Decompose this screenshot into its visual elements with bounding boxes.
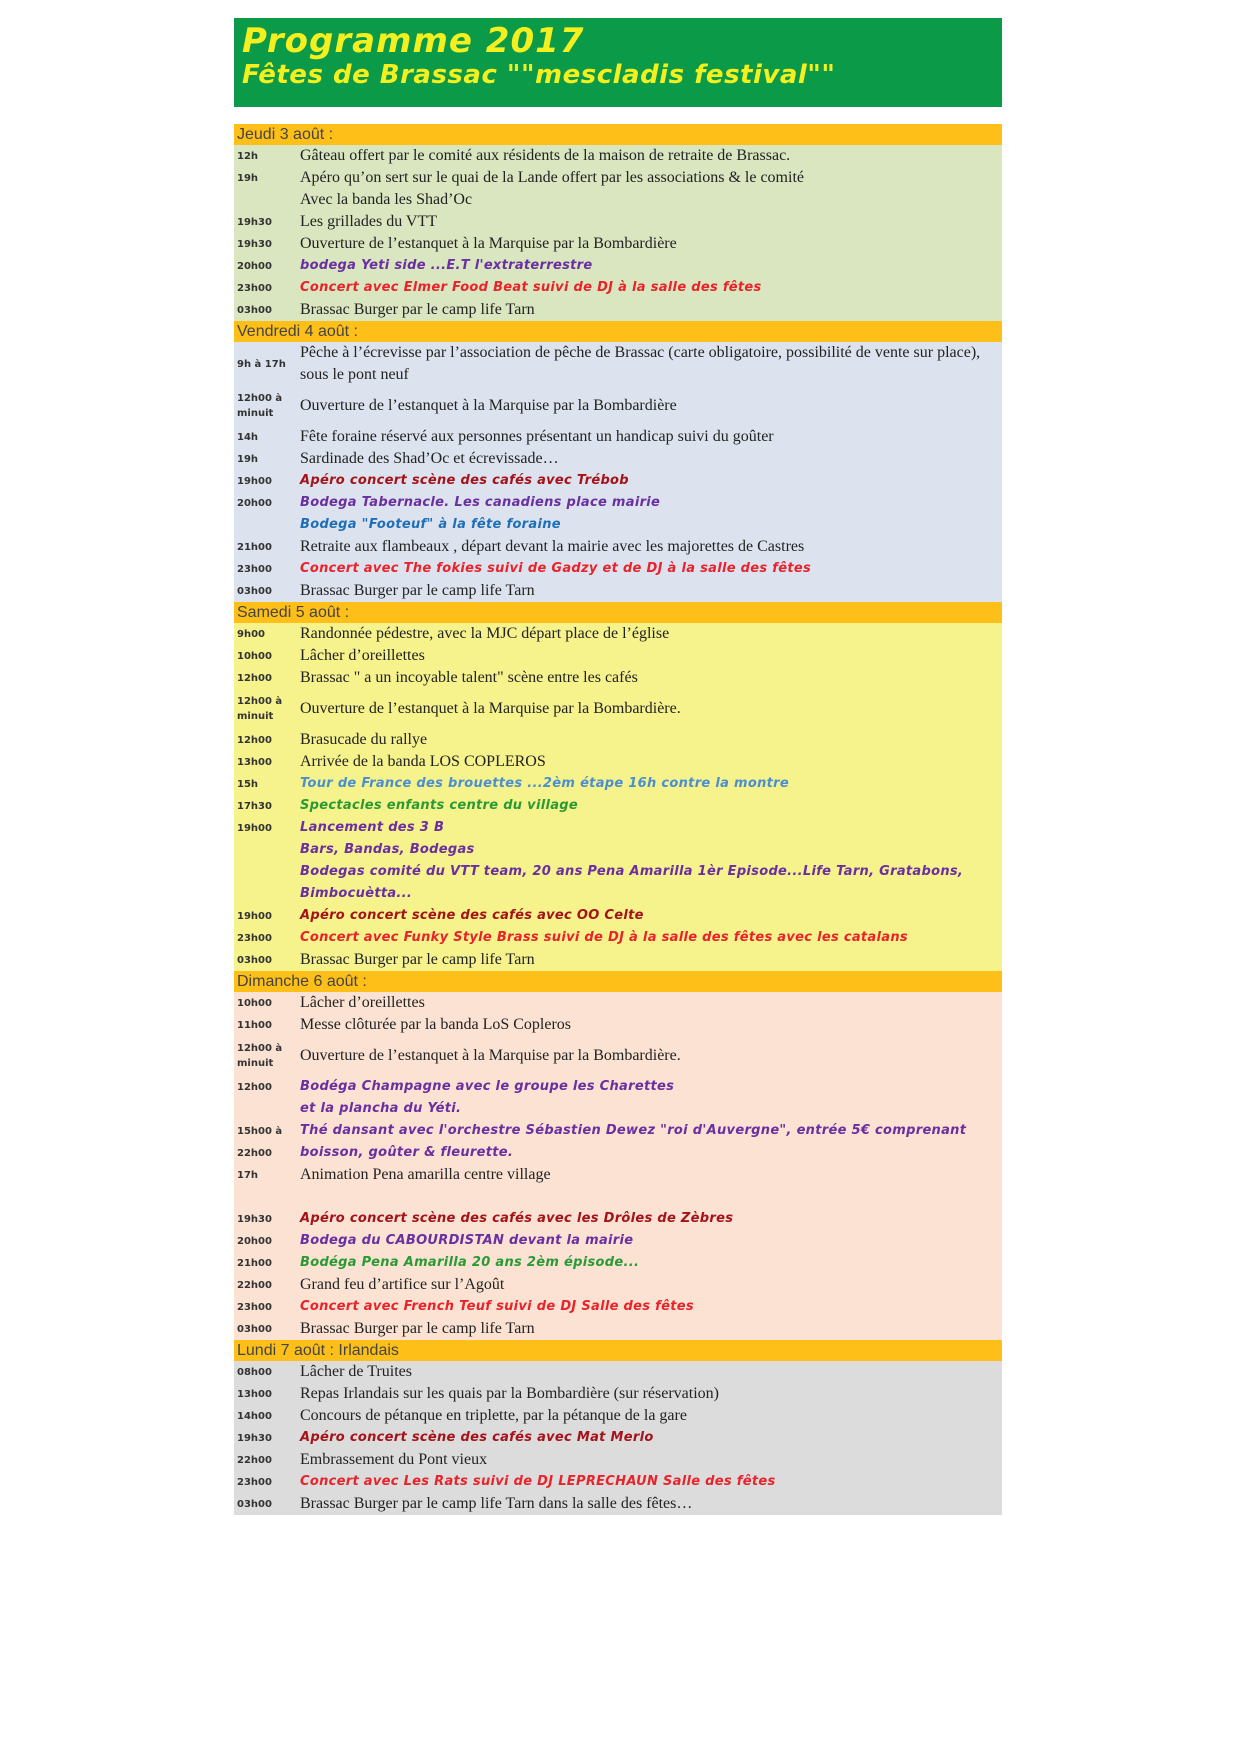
day-rows-jeudi <box>234 145 1002 321</box>
row-text: Concours de pétanque en triplette, par la pétanque de la gare <box>300 1407 687 1424</box>
row-text: Bodegas comité du VTT team, 20 ans Pena Amarilla 1èr Episode...Life Tarn, Gratabons, <box>300 864 964 879</box>
row-text: Bodega "Footeuf" à la fête foraine <box>300 517 561 532</box>
row-time: 20h00 <box>237 497 272 509</box>
schedule-row <box>234 1252 1002 1274</box>
row-time: 23h00 <box>237 1301 272 1313</box>
row-text: boisson, goûter & fleurette. <box>300 1145 514 1160</box>
row-text: Apéro concert scène des cafés avec Mat Merlo <box>300 1430 654 1445</box>
schedule-row <box>234 277 1002 299</box>
row-text: Apéro qu’on sert sur le quai de la Lande offert par les associations & le comité <box>300 169 804 186</box>
row-text: Bars, Bandas, Bodegas <box>300 842 475 857</box>
schedule-row <box>234 167 1002 189</box>
schedule-row <box>234 189 1002 211</box>
row-text: Brassac Burger par le camp life Tarn dans la salle des fêtes… <box>300 1495 693 1512</box>
row-text: Fête foraine réservé aux personnes présentant un handicap suivi du goûter <box>300 428 774 445</box>
schedule-row <box>234 1142 1002 1164</box>
title-line-2: Fêtes de Brassac ""mescladis festival"" <box>242 60 836 91</box>
schedule-row <box>234 1296 1002 1318</box>
row-time: 14h <box>237 431 259 443</box>
row-time: 20h00 <box>237 260 272 272</box>
row-text: Concert avec Funky Style Brass suivi de DJ à la salle des fêtes avec les catalans <box>300 930 908 945</box>
schedule-row <box>234 514 1002 536</box>
row-text: et la plancha du Yéti. <box>300 1101 462 1116</box>
title-line-1: Programme 2017 <box>242 21 585 61</box>
row-time: 14h00 <box>237 1410 272 1422</box>
row-text: Brassac Burger par le camp life Tarn <box>300 1320 535 1337</box>
row-time: 15h00 à <box>237 1125 283 1137</box>
row-text: Ouverture de l’estanquet à la Marquise par la Bombardière. <box>300 700 681 717</box>
row-time: 12h00 <box>237 734 272 746</box>
row-time: 19h00 <box>237 822 272 834</box>
row-time: 12h00 à minuit <box>237 393 283 419</box>
row-text: Brassac " a un incoyable talent" scène entre les cafés <box>300 669 638 686</box>
schedule-row <box>234 492 1002 514</box>
schedule-row <box>234 1361 1002 1383</box>
schedule-row <box>234 1014 1002 1036</box>
row-time: 12h00 à minuit <box>237 1043 283 1069</box>
row-time: 23h00 <box>237 1476 272 1488</box>
row-time: 9h00 <box>237 628 265 640</box>
row-time: 11h00 <box>237 1019 272 1031</box>
row-time: 17h <box>237 1169 259 1181</box>
schedule-row <box>234 751 1002 773</box>
schedule-row <box>234 729 1002 751</box>
row-text: Lancement des 3 B <box>300 820 445 835</box>
schedule-row <box>234 342 1002 386</box>
row-text: Bodéga Champagne avec le groupe les Charettes <box>300 1079 675 1094</box>
row-time: 08h00 <box>237 1366 272 1378</box>
row-time: 10h00 <box>237 997 272 1009</box>
schedule-row <box>234 1427 1002 1449</box>
row-time: 23h00 <box>237 932 272 944</box>
day-rows-vendredi <box>234 342 1002 602</box>
schedule-row <box>234 645 1002 667</box>
schedule-row <box>234 536 1002 558</box>
day-header-samedi: Samedi 5 août : <box>234 602 1002 623</box>
schedule-row <box>234 1098 1002 1120</box>
row-text: Tour de France des brouettes ...2èm étape 16h contre la montre <box>300 776 789 791</box>
row-text: Brassac Burger par le camp life Tarn <box>300 582 535 599</box>
row-text: Bodéga Pena Amarilla 20 ans 2èm épisode... <box>300 1255 640 1270</box>
schedule-row <box>234 1274 1002 1296</box>
schedule-row <box>234 689 1002 729</box>
row-time: 19h <box>237 453 259 465</box>
day-header-lundi: Lundi 7 août : Irlandais <box>234 1340 1002 1361</box>
schedule-row <box>234 795 1002 817</box>
title-banner <box>234 18 1002 107</box>
row-text: Ouverture de l’estanquet à la Marquise par la Bombardière <box>300 235 677 252</box>
row-time: 13h00 <box>237 756 272 768</box>
day-rows-dimanche <box>234 992 1002 1340</box>
row-text: Retraite aux flambeaux , départ devant la mairie avec les majorettes de Castres <box>300 538 805 555</box>
row-text: Concert avec Les Rats suivi de DJ LEPRECHAUN Salle des fêtes <box>300 1474 776 1489</box>
row-text: Bimbocuètta... <box>300 886 413 901</box>
row-text: Lâcher d’oreillettes <box>300 994 425 1011</box>
schedule-row <box>234 1493 1002 1515</box>
row-text: Thé dansant avec l'orchestre Sébastien Dewez "roi d'Auvergne", entrée 5€ comprenant <box>300 1123 967 1138</box>
row-time: 19h30 <box>237 216 272 228</box>
row-time: 13h00 <box>237 1388 272 1400</box>
row-time: 03h00 <box>237 304 272 316</box>
day-rows-samedi <box>234 623 1002 971</box>
row-time: 03h00 <box>237 1498 272 1510</box>
schedule-row <box>234 470 1002 492</box>
schedule-row <box>234 1076 1002 1098</box>
row-time: 21h00 <box>237 1257 272 1269</box>
row-text: bodega Yeti side ...E.T l'extraterrestre <box>300 258 593 273</box>
row-time: 12h <box>237 150 259 162</box>
schedule-row <box>234 299 1002 321</box>
row-time: 12h00 <box>237 672 272 684</box>
schedule-row <box>234 883 1002 905</box>
day-header-jeudi: Jeudi 3 août : <box>234 124 1002 145</box>
row-text: Lâcher d’oreillettes <box>300 647 425 664</box>
blank-spacer <box>234 1186 1002 1208</box>
schedule-row <box>234 773 1002 795</box>
row-time: 20h00 <box>237 1235 272 1247</box>
schedule-row <box>234 1208 1002 1230</box>
row-time: 03h00 <box>237 585 272 597</box>
row-text: Concert avec Elmer Food Beat suivi de DJ à la salle des fêtes <box>300 280 762 295</box>
row-time: 23h00 <box>237 282 272 294</box>
row-time: 22h00 <box>237 1454 272 1466</box>
row-time: 19h30 <box>237 238 272 250</box>
schedule-row <box>234 667 1002 689</box>
schedule-row <box>234 949 1002 971</box>
row-time: 03h00 <box>237 1323 272 1335</box>
row-text: Bodega du CABOURDISTAN devant la mairie <box>300 1233 634 1248</box>
row-time: 10h00 <box>237 650 272 662</box>
day-header-vendredi: Vendredi 4 août : <box>234 321 1002 342</box>
row-text: Repas Irlandais sur les quais par la Bombardière (sur réservation) <box>300 1385 719 1402</box>
schedule-row <box>234 1120 1002 1142</box>
row-text: Brassac Burger par le camp life Tarn <box>300 951 535 968</box>
row-text: Animation Pena amarilla centre village <box>300 1166 551 1183</box>
row-time: 19h30 <box>237 1213 272 1225</box>
row-time: 19h <box>237 172 259 184</box>
schedule-row <box>234 426 1002 448</box>
schedule-row <box>234 927 1002 949</box>
row-text: Embrassement du Pont vieux <box>300 1451 488 1468</box>
row-text: Brassac Burger par le camp life Tarn <box>300 301 535 318</box>
row-text: Avec la banda les Shad’Oc <box>300 191 473 208</box>
row-time: 22h00 <box>237 1147 272 1159</box>
day-header-dimanche: Dimanche 6 août : <box>234 971 1002 992</box>
row-time: 19h00 <box>237 910 272 922</box>
row-time: 12h00 à minuit <box>237 696 283 722</box>
row-text: Messe clôturée par la banda LoS Copleros <box>300 1016 572 1033</box>
schedule-row <box>234 861 1002 883</box>
schedule-row <box>234 558 1002 580</box>
schedule-row <box>234 817 1002 839</box>
schedule-row <box>234 839 1002 861</box>
row-time: 19h30 <box>237 1432 272 1444</box>
schedule-row <box>234 1383 1002 1405</box>
schedule-row <box>234 1449 1002 1471</box>
schedule-row <box>234 992 1002 1014</box>
row-text: Ouverture de l’estanquet à la Marquise par la Bombardière <box>300 397 677 414</box>
row-text: Sardinade des Shad’Oc et écrevissade… <box>300 450 559 467</box>
row-text: Apéro concert scène des cafés avec OO Celte <box>300 908 644 923</box>
schedule-row <box>234 905 1002 927</box>
row-time: 03h00 <box>237 954 272 966</box>
row-text: Grand feu d’artifice sur l’Agoût <box>300 1276 505 1293</box>
schedule-row <box>234 255 1002 277</box>
row-text: Lâcher de Truites <box>300 1363 412 1380</box>
row-time: 12h00 <box>237 1081 272 1093</box>
row-time: 22h00 <box>237 1279 272 1291</box>
row-text: Bodega Tabernacle. Les canadiens place mairie <box>300 495 661 510</box>
schedule-row <box>234 1471 1002 1493</box>
row-time: 21h00 <box>237 541 272 553</box>
day-rows-lundi <box>234 1361 1002 1515</box>
schedule-row <box>234 233 1002 255</box>
schedule-row <box>234 386 1002 426</box>
row-time: 23h00 <box>237 563 272 575</box>
row-text: Ouverture de l’estanquet à la Marquise par la Bombardière. <box>300 1047 681 1064</box>
row-time: 9h à 17h <box>237 358 286 370</box>
schedule-row <box>234 1318 1002 1340</box>
schedule-row <box>234 623 1002 645</box>
schedule-row <box>234 1164 1002 1186</box>
row-text: Pêche à l’écrevisse par l’association de pêche de Brassac (carte obligatoire, possibilité de vente sur place), sous le pont neuf <box>300 344 981 383</box>
row-text: Randonnée pédestre, avec la MJC départ place de l’église <box>300 625 670 642</box>
schedule-row <box>234 211 1002 233</box>
schedule-row <box>234 1230 1002 1252</box>
row-text: Concert avec French Teuf suivi de DJ Salle des fêtes <box>300 1299 694 1314</box>
schedule-row <box>234 145 1002 167</box>
row-text: Apéro concert scène des cafés avec Trébob <box>300 473 629 488</box>
row-text: Arrivée de la banda LOS COPLEROS <box>300 753 546 770</box>
row-text: Apéro concert scène des cafés avec les Drôles de Zèbres <box>300 1211 734 1226</box>
row-time: 19h00 <box>237 475 272 487</box>
row-text: Gâteau offert par le comité aux résidents de la maison de retraite de Brassac. <box>300 147 791 164</box>
row-text: Brasucade du rallye <box>300 731 428 748</box>
row-text: Concert avec The fokies suivi de Gadzy et de DJ à la salle des fêtes <box>300 561 812 576</box>
row-time: 15h <box>237 778 259 790</box>
schedule-row <box>234 1405 1002 1427</box>
row-time: 17h30 <box>237 800 272 812</box>
schedule-row <box>234 1036 1002 1076</box>
schedule-row <box>234 448 1002 470</box>
schedule-row <box>234 580 1002 602</box>
row-text: Spectacles enfants centre du village <box>300 798 579 813</box>
row-text: Les grillades du VTT <box>300 213 438 230</box>
programme-document <box>234 18 1002 1515</box>
